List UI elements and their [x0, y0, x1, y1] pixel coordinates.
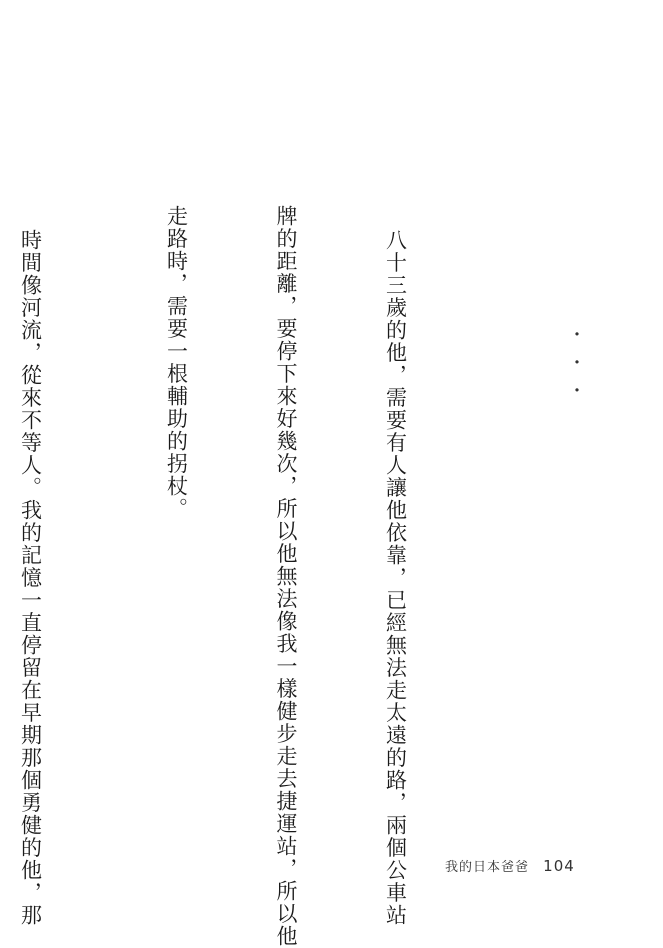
- page-number: 104: [543, 857, 575, 875]
- text-line: 走路時，需要一根輔助的拐杖。: [164, 205, 189, 520]
- text-line: 時間像河流，從來不等人。我的記憶一直停留在早期那個勇健的他，那: [18, 229, 43, 927]
- section-break-dots: ・・・: [565, 325, 586, 409]
- text-line: 八十三歲的他，需要有人讓他依靠，已經無法走太遠的路，兩個公車站: [383, 229, 408, 927]
- book-title: 我的日本爸爸: [445, 860, 530, 875]
- text-line: 牌的距離，要停下來好幾次，所以他無法像我一樣健步走去捷運站，所以他: [274, 205, 298, 948]
- page-footer: [445, 856, 575, 875]
